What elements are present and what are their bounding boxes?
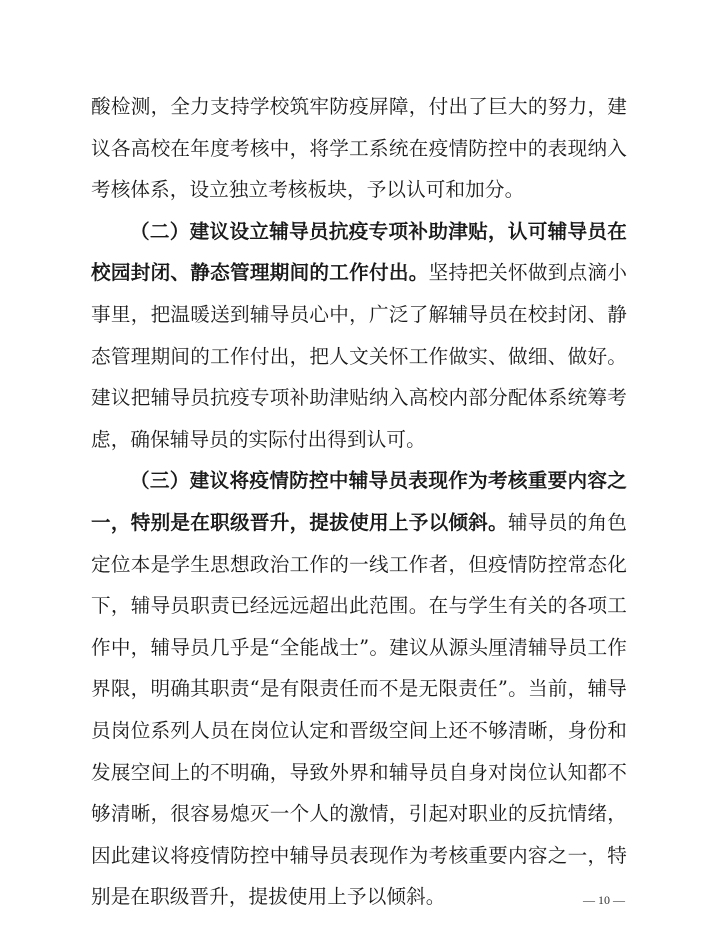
paragraph-suggestion-2 [91,211,627,461]
paragraph-continuation [91,86,627,211]
suggestion-heading: （二）建议设立辅导员抗疫专项补助津贴，认可辅导员在校园封闭、静态管理期间的工作付出。 [91,219,627,285]
paragraph-suggestion-3 [91,460,627,918]
suggestion-heading: （三）建议将疫情防控中辅导员表现作为考核重要内容之一，特别是在职级晋升，提拔使用上予以倾斜。 [91,469,627,534]
paragraph-text: 酸检测，全力支持学校筑牢防疫屏障，付出了巨大的努力，建议各高校在年度考核中，将学工系统在疫情防控中的表现纳入考核体系，设立独立考核板块，予以认可和加分。 [91,95,627,202]
page-number: — 10 — [583,893,625,907]
paragraph-text: 辅导员的角色定位本是学生思想政治工作的一线工作者，但疫情防控常态化下，辅导员职责已经远远超出此范围。在与学生有关的各项工作中，辅导员几乎是“全能战士”。建议从源头厘清辅导员工作界限，明确其职责“是有限责任而不是无限责任”。当前，辅导员岗位系列人员在岗位认定和晋级空间上还不够清晰，身份和发展空间上的不明确，导致外界和辅导员自身对岗位认知都不够清晰，很容易熄灭一个人的激情，引起对职业的反抗情绪，因此建议将疫情防控中辅导员表现作为考核重要内容之一，特别是在职级晋升，提拔使用上予以倾斜。 [91,510,627,909]
document-body [91,86,627,918]
paragraph-text: 坚持把关怀做到点滴小事里，把温暖送到辅导员心中，广泛了解辅导员在校封闭、静态管理期间的工作付出，把人文关怀工作做实、做细、做好。建议把辅导员抗疫专项补助津贴纳入高校内部分配体系统筹考虑，确保辅导员的实际付出得到认可。 [91,261,628,451]
